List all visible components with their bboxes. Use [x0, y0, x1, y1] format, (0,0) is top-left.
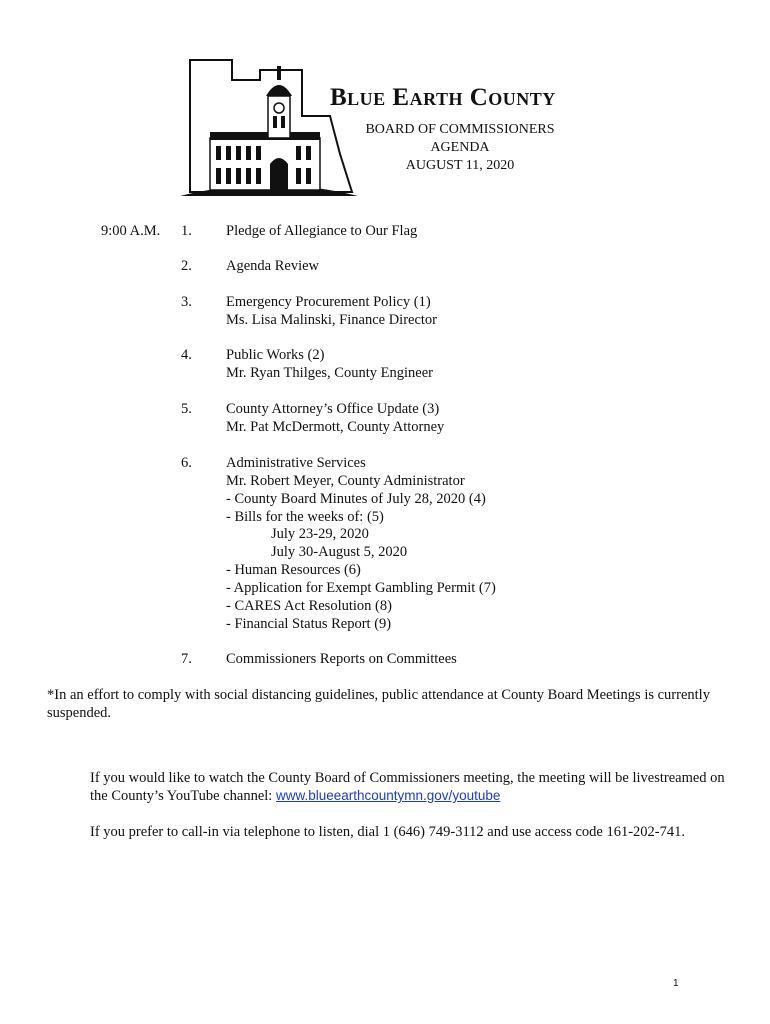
county-name: Blue Earth County — [330, 84, 556, 111]
sub-item-date: July 30-August 5, 2020 — [271, 544, 408, 560]
sub-item: - County Board Minutes of July 28, 2020 (4) — [226, 491, 486, 507]
item-number: 5. — [181, 401, 192, 417]
sub-item: - Financial Status Report (9) — [226, 616, 392, 632]
agenda-title: AGENDA — [430, 140, 490, 155]
meeting-time: 9:00 A.M. — [101, 223, 161, 239]
livestream-text: If you would like to watch the County Board of Commissioners meeting, the meeting will be livestreamed on the County’s YouTube channel: — [90, 770, 725, 804]
item-title: Public Works (2) — [226, 347, 325, 363]
item-number: 4. — [181, 347, 192, 363]
sub-item: - Bills for the weeks of: (5) — [226, 509, 384, 525]
livestream-paragraph — [90, 769, 730, 805]
page-number: 1 — [673, 978, 679, 989]
county-courthouse-logo — [180, 56, 360, 201]
sub-item: - Human Resources (6) — [226, 562, 361, 578]
item-presenter: Ms. Lisa Malinski, Finance Director — [226, 312, 438, 328]
item-presenter: Mr. Ryan Thilges, County Engineer — [226, 365, 433, 381]
item-title: Administrative Services — [226, 455, 366, 471]
sub-item: - Application for Exempt Gambling Permit (7) — [226, 580, 496, 596]
item-presenter: Mr. Robert Meyer, County Administrator — [226, 473, 465, 489]
agenda-date: AUGUST 11, 2020 — [405, 158, 515, 173]
item-number: 7. — [181, 651, 192, 667]
attendance-notice: *In an effort to comply with social distancing guidelines, public attendance at County Board Meetings is currently suspended. — [47, 687, 710, 721]
item-title: Commissioners Reports on Committees — [226, 651, 457, 667]
item-title: Agenda Review — [226, 258, 320, 274]
youtube-link[interactable]: www.blueearthcountymn.gov/youtube — [275, 788, 501, 803]
item-title: Emergency Procurement Policy (1) — [226, 294, 431, 310]
sub-item-date: July 23-29, 2020 — [271, 526, 369, 542]
callin-paragraph: If you prefer to call-in via telephone to listen, dial 1 (646) 749-3112 and use access code 161-202-741. — [90, 824, 685, 840]
item-number: 2. — [181, 258, 192, 274]
item-title: Pledge of Allegiance to Our Flag — [226, 223, 418, 239]
item-number: 6. — [181, 455, 192, 471]
sub-item: - CARES Act Resolution (8) — [226, 598, 392, 614]
item-number: 1. — [181, 223, 192, 239]
item-title: County Attorney’s Office Update (3) — [226, 401, 440, 417]
item-presenter: Mr. Pat McDermott, County Attorney — [226, 419, 445, 435]
board-title: BOARD OF COMMISSIONERS — [365, 122, 555, 137]
item-number: 3. — [181, 294, 192, 310]
